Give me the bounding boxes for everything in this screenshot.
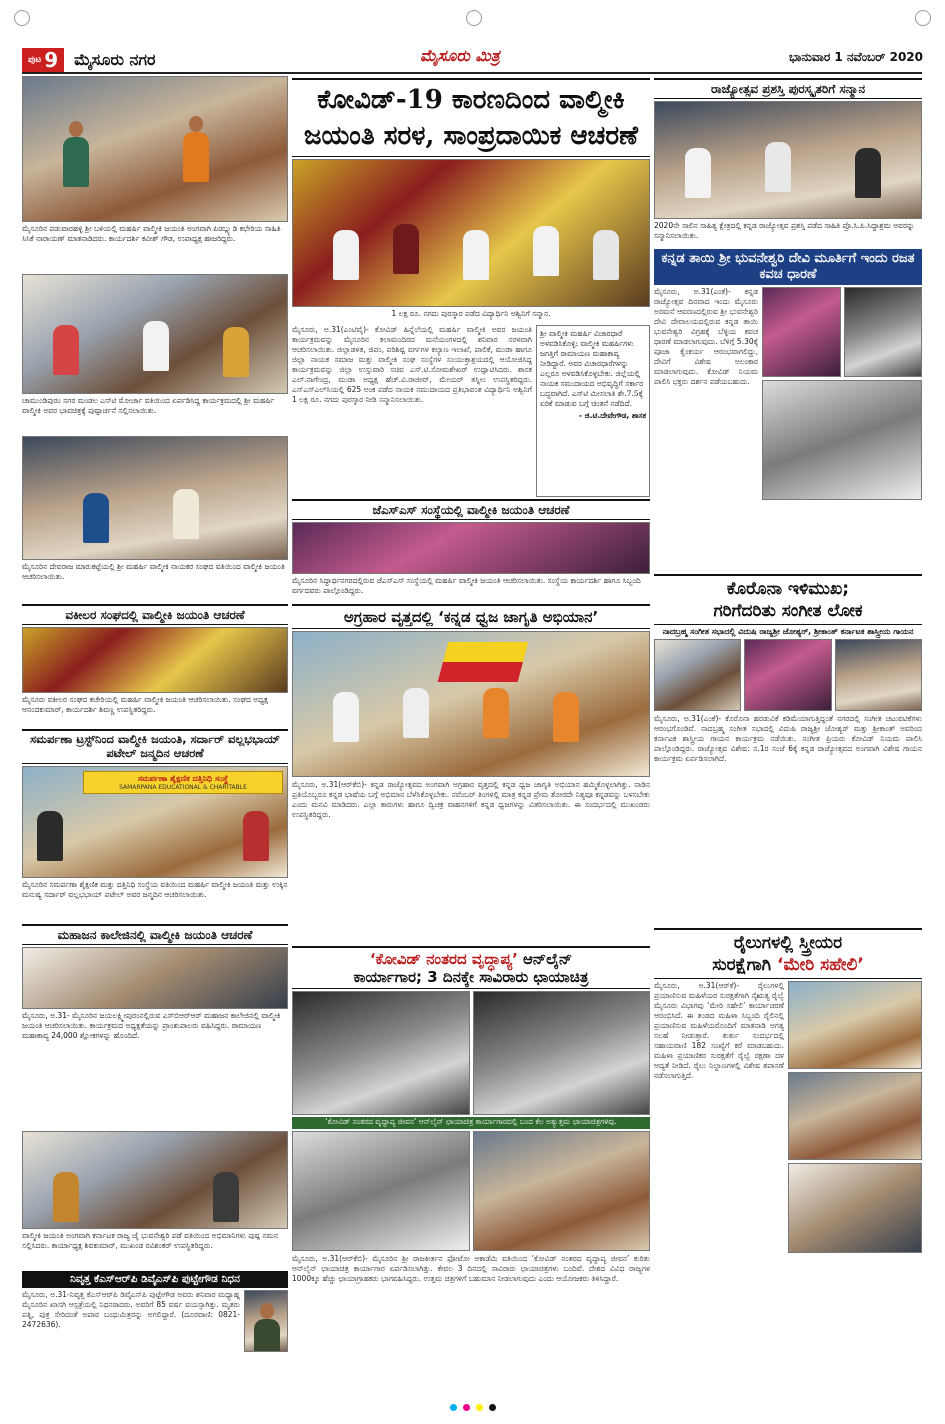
- photo-mahajana: [22, 947, 288, 1009]
- vruddhapya-story: ಮೈಸೂರು, ಅ.31(ಆರ್‌ಕೆಬಿ)- ಮೈಸೂರಿನ ಶ್ರೀ ರಾಜಕೀರ್ತನ ಫೋಟೋ ಅಕಾಡೆಮಿ ವತಿಯಿಂದ ‘ಕೋವಿಡ್ ನಂತರದ ವೃದ್ಧಾಪ್ಯ ಜೀವನ’ ಕುರಿತು ಆನ್‌ಲೈನ್ ಛಾಯಾಚಿತ್ರ ಕಾರ್ಯಾಗಾರ ಏರ್ಪಡಿಸಲಾಗಿತ್ತು. ಕೇವಲ 3 ದಿನದಲ್ಲಿ ಸಾವಿರಾರು ಛಾಯಾಚಿತ್ರಗಳು ಬಂದಿವೆ. ದೇಶದ ವಿವಿಧ ರಾಜ್ಯಗಳ 1000ಕ್ಕೂ ಹೆಚ್ಚು ಛಾಯಾಗ್ರಾಹಕರು ಭಾಗವಹಿಸಿದ್ದರು. ಉತ್ತಮ ಚಿತ್ರಗಳಿಗೆ ಬಹುಮಾನ ನೀಡಲಾಗುವುದು ಎಂದು ಆಯೋಜಕರು ತಿಳಿಸಿದ್ದಾರೆ.: [292, 1254, 650, 1284]
- middle-column: [292, 76, 650, 1348]
- headline-lawyers: ವಕೀಲರ ಸಂಘದಲ್ಲಿ ವಾಲ್ಮೀಕಿ ಜಯಂತಿ ಆಚರಣೆ: [22, 604, 288, 625]
- right-column: [654, 76, 922, 1255]
- photo-decorated-ox: [292, 1131, 470, 1251]
- registration-mark: [14, 10, 30, 26]
- rail-block: [654, 981, 922, 1255]
- headline-corona-music: ಕೊರೊನಾ ಇಳಿಮುಖ; ಗರಿಗೆದರಿತು ಸಂಗೀತ ಲೋಕ: [654, 574, 922, 625]
- photo-jai-bhuvaneshwari: [22, 1131, 288, 1229]
- photo-singer-male: [654, 639, 741, 711]
- main-story-block: [292, 325, 650, 497]
- photo-elder-woman: [473, 991, 651, 1115]
- left-column: [22, 76, 288, 1358]
- obituary-block: [22, 1290, 288, 1358]
- photo-jss: [292, 522, 650, 574]
- dateline: ಭಾನುವಾರ 1 ನವೆಂಬರ್ 2020: [788, 50, 923, 64]
- photo-agrahara: [292, 631, 650, 777]
- photo-padavarahalli: [22, 76, 288, 222]
- photo-buffalo: [292, 991, 470, 1115]
- page-number: 9: [44, 48, 59, 72]
- headline-meri-saheli: ರೈಲುಗಳಲ್ಲಿ ಸ್ತ್ರೀಯರ ಸುರಕ್ಷೆಗಾಗಿ ‘ಮೇರಿ ಸಹೇಲಿ’: [654, 928, 922, 979]
- color-registration-dots: [0, 1404, 945, 1414]
- photo-samarpana: [22, 766, 288, 878]
- header-rule: [22, 72, 922, 74]
- photo-elder-portrait: [473, 1131, 651, 1251]
- headline-vruddhapya: ‘ಕೋವಿಡ್ ನಂತರದ ವೃದ್ಧಾಪ್ಯ’ ಆನ್‌ಲೈನ್ ಕಾರ್ಯಾಗಾರ; 3 ದಿನಕ್ಕೇ ಸಾವಿರಾರು ಛಾಯಾಚಿತ್ರ: [292, 946, 650, 989]
- caption-jss: ಮೈಸೂರಿನ ಸಿದ್ಧಾರ್ಥನಗರದಲ್ಲಿರುವ ಜೆಎಸ್‌ಎಸ್ ಸಂಸ್ಥೆಯಲ್ಲಿ ಮಹರ್ಷಿ ವಾಲ್ಮೀಕಿ ಜಯಂತಿ ಆಚರಿಸಲಾಯಿತು. ಸಂಸ್ಥೆಯ ಕಾರ್ಯದರ್ಶಿ ಹಾಗೂ ಸಿಬ್ಬಂದಿ ವರ್ಗದವರು ಪಾಲ್ಗೊಂಡಿದ್ದರು.: [292, 576, 641, 596]
- photo-chamundipuram: [22, 274, 288, 394]
- registration-mark: [466, 10, 482, 26]
- corona-music-story: ಮೈಸೂರು, ಅ.31(ಎಂಕೆ)- ಕೊರೊನಾ ಹರಡುವಿಕೆ ಕಡಿಮೆಯಾಗುತ್ತಿದ್ದಂತೆ ನಗರದಲ್ಲಿ ಸಂಗೀತ ಚಟುವಟಿಕೆಗಳು ಆರಂಭಗೊಂಡಿವೆ. ನಾದಬ್ರಹ್ಮ ಸಂಗೀತ ಸಭಾದಲ್ಲಿ ವಿದುಷಿ ರಾಜ್ಯಶ್ರೀ ಜೋಶ್ಯರ್ ಮತ್ತು ಶ್ರೀಕಾಂತ್ ಅವರಿಂದ ಕರ್ನಾಟಕ ಶಾಸ್ತ್ರೀಯ ಗಾಯನ ಕಾರ್ಯಕ್ರಮ ನಡೆಯಿತು. ಸಂಗೀತ ಪ್ರಿಯರು ಕೋವಿಡ್ ನಿಯಮ ಪಾಲಿಸಿ ಪಾಲ್ಗೊಂಡಿದ್ದರು. ರಾಜ್ಯೋತ್ಸವ ವಿಶೇಷ: ನ.1ರ ಸಂಜೆ 6ಕ್ಕೆ ಕನ್ನಡ ರಾಜ್ಯೋತ್ಸವದ ಅಂಗವಾಗಿ ವಿಶೇಷ ಗಾಯನ ಕಾರ್ಯಕ್ರಮ ಏರ್ಪಡಿಸಲಾಗಿದೆ.: [654, 713, 922, 763]
- kannada-flag: [438, 642, 529, 682]
- photo-rpf-officer: [788, 1072, 922, 1160]
- subheadline-corona-music: ನಾದಬ್ರಹ್ಮ ಸಂಗೀತ ಸಭಾದಲ್ಲಿ ವಿದುಷಿ ರಾಜ್ಯಶ್ರೀ ಜೋಶ್ಯರ್, ಶ್ರೀಕಾಂತ್ ಕರ್ನಾಟಕ ಶಾಸ್ತ್ರೀಯ ಗಾಯನ: [662, 626, 914, 636]
- headline-agrahara: ಅಗ್ರಹಾರ ವೃತ್ತದಲ್ಲಿ ‘ಕನ್ನಡ ಧ್ವಜ ಜಾಗೃತಿ ಅಭಿಯಾನ’: [292, 604, 650, 629]
- sidebar-signature: - ಜಿ.ಟಿ.ದೇವೇಗೌಡ, ಶಾಸಕ: [578, 411, 646, 420]
- obituary-text: ಮೈಸೂರು, ಅ.31-ನಿವೃತ್ತ ಕೆಎಸ್‌ಆರ್‌ಪಿ ಡಿವೈಎಸ್‌ಪಿ ಪುಟ್ಟೇಗೌಡ ಅವರು ಶನಿವಾರ ಮಧ್ಯಾಹ್ನ ಮೈಸೂರಿನ ಖಾಸಗಿ ಆಸ್ಪತ್ರೆಯಲ್ಲಿ ನಿಧನರಾದರು. ಅವರಿಗೆ 85 ವರ್ಷ ವಯಸ್ಸಾಗಿತ್ತು. ಮೃತರು ಪತ್ನಿ, ಪುತ್ರ ಸೇರಿದಂತೆ ಅಪಾರ ಬಂಧುಮಿತ್ರರನ್ನು ಅಗಲಿದ್ದಾರೆ. (ದೂರವಾಣಿ: 0821-2472636).: [22, 1289, 240, 1329]
- headline-award: ರಾಜ್ಯೋತ್ಸವ ಪ್ರಶಸ್ತಿ ಪುರಸ್ಕೃತರಿಗೆ ಸನ್ಮಾನ: [654, 78, 922, 99]
- vruddhapya-photos-row1: [292, 991, 650, 1115]
- headline-obituary: ನಿವೃತ್ತ ಕೆಎಸ್‌ಆರ್‌ಪಿ ಡಿವೈಎಸ್‌ಪಿ ಪುಟ್ಟೇಗೌಡ ನಿಧನ: [22, 1271, 288, 1288]
- photo-award: [654, 101, 922, 219]
- caption-jai-bhuvaneshwari: ವಾಲ್ಮೀಕಿ ಜಯಂತಿ ಅಂಗವಾಗಿ ಕರ್ನಾಟಕ ರಾಜ್ಯ ಜೈ ಭುವನೇಶ್ವರಿ ಪಡೆ ವತಿಯಿಂದ ಅಭಿಮಾನಿಗಳು ಪುಷ್ಪ ನಮನ ಸಲ್ಲಿಸಿದರು. ಕಾರ್ಯಾಧ್ಯಕ್ಷ ಶಿವಕುಮಾರ್, ಮುಖಂಡ ರವಿಶಂಕರ್ ಉಪಸ್ಥಿತರಿದ್ದರು.: [22, 1231, 279, 1251]
- headline-main: ಕೋವಿಡ್-19 ಕಾರಣದಿಂದ ವಾಲ್ಮೀಕಿ ಜಯಂತಿ ಸರಳ, ಸಾಂಪ್ರದಾಯಿಕ ಆಚರಣೆ: [292, 78, 650, 157]
- photo-train-coach: [788, 981, 922, 1069]
- caption-devaraja-market: ಮೈಸೂರಿನ ದೇವರಾಜ ಮಾರುಕಟ್ಟೆಯಲ್ಲಿ ಶ್ರೀ ಮಹರ್ಷಿ ವಾಲ್ಮೀಕಿ ನಾಯಕರ ಸಂಘದ ವತಿಯಿಂದ ವಾಲ್ಮೀಕಿ ಜಯಂತಿ ಆಚರಿಸಲಾಯಿತು.: [22, 562, 285, 581]
- photo-lawyers: [22, 627, 288, 693]
- caption-samarpana: ಮೈಸೂರಿನ ಸಮರ್ಪಣಾ ಶೈಕ್ಷಣಿಕ ಮತ್ತು ದತ್ತಿನಿಧಿ ಸಂಸ್ಥೆಯ ವತಿಯಿಂದ ಮಹರ್ಷಿ ವಾಲ್ಮೀಕಿ ಜಯಂತಿ ಮತ್ತು ಉಕ್ಕಿನ ಮನುಷ್ಯ ಸರ್ದಾರ್ ವಲ್ಲಭಭಾಯ್ ಪಟೇಲ್ ಅವರ ಜನ್ಮದಿನ ಆಚರಿಸಲಾಯಿತು.: [22, 879, 288, 899]
- quote-sidebar: [536, 325, 650, 497]
- page-word: ಪುಟ: [28, 55, 42, 65]
- vruddhapya-photos-row2: [292, 1131, 650, 1251]
- photo-women-passengers: [788, 1163, 922, 1253]
- samarpana-banner: ಸಮರ್ಪಣಾ ಶೈಕ್ಷಣಿಕ ದತ್ತಿನಿಧಿ ಸಂಸ್ಥೆ SAMARPANA EDUCATIONAL & CHARITABLE: [83, 771, 283, 794]
- kavacha-story-continued: [654, 512, 922, 572]
- caption-lawyers: ಮೈಸೂರು ವಕೀಲರ ಸಂಘದ ಕಚೇರಿಯಲ್ಲಿ ಮಹರ್ಷಿ ವಾಲ್ಮೀಕಿ ಜಯಂತಿ ಆಚರಿಸಲಾಯಿತು. ಸಂಘದ ಅಧ್ಯಕ್ಷ ಆನಂದಕುಮಾರ್, ಕಾರ್ಯದರ್ಶಿ ಶಿವಣ್ಣ ಉಪಸ್ಥಿತರಿದ್ದರು.: [22, 695, 269, 715]
- caption-main: 1 ಲಕ್ಷ ರೂ. ನಗದು ಪುರಸ್ಕಾರ ಪಡೆದ ವಿದ್ಯಾರ್ಥಿನಿ ಅಶ್ವಿನಿಗೆ ಸನ್ಮಾನ.: [391, 309, 551, 318]
- main-story-text: ಮೈಸೂರು, ಅ.31(ಎಂಟಿವೈ)- ಕೋವಿಡ್ ಹಿನ್ನೆಲೆಯಲ್ಲಿ ಮಹರ್ಷಿ ವಾಲ್ಮೀಕಿ ಅವರ ಜಯಂತಿ ಕಾರ್ಯಕ್ರಮವನ್ನು ಮೈಸೂರಿನ ಕಲಾಮಂದಿರದ ಮನೆಯಂಗಳದಲ್ಲಿ ಶನಿವಾರ ಸರಳವಾಗಿ ಆಚರಿಸಲಾಯಿತು. ಜಿಲ್ಲಾಡಳಿತ, ಜಿಪಂ, ಪರಿಶಿಷ್ಟ ವರ್ಗಗಳ ಕಲ್ಯಾಣ ಇಲಾಖೆ, ಪಾಲಿಕೆ, ಮುಡಾ ಹಾಗೂ ಜಿಲ್ಲಾ ನಾಯಕ ಸಮಾಜ ಮತ್ತು ವಾಲ್ಮೀಕಿ ಸಂಘ ಸಂಸ್ಥೆಗಳ ಸಂಯುಕ್ತಾಶ್ರಯದಲ್ಲಿ ಆಯೋಜಿಸಿದ್ದ ಕಾರ್ಯಕ್ರಮವನ್ನು ಜಿಲ್ಲಾ ಉಸ್ತುವಾರಿ ಸಚಿವ ಎಸ್.ಟಿ.ಸೋಮಶೇಖರ್ ಉದ್ಘಾಟಿಸಿದರು. ಶಾಸಕ ಎಲ್.ನಾಗೇಂದ್ರ, ಮುಡಾ ಅಧ್ಯಕ್ಷ ಹೆಚ್.ವಿ.ರಾಜೀವ್, ಮೇಯರ್ ತಸ್ನೀಂ ಉಪಸ್ಥಿತರಿದ್ದರು. ಎಸ್‌ಎಸ್‌ಎಲ್‌ಸಿಯಲ್ಲಿ 625 ಅಂಕ ಪಡೆದ ನಾಯಕ ಸಮುದಾಯದ ಪ್ರತಿಭಾವಂತ ವಿದ್ಯಾರ್ಥಿನಿ ಅಶ್ವಿನಿಗೆ 1 ಲಕ್ಷ ರೂ. ನಗದು ಪುರಸ್ಕಾರ ನೀಡಿ ಸನ್ಮಾನಿಸಲಾಯಿತು.: [292, 325, 532, 404]
- photo-palace-gopura: [762, 380, 922, 500]
- caption-mahajana: ಮೈಸೂರು, ಅ.31- ಮೈಸೂರಿನ ಜಯಲಕ್ಷ್ಮೀಪುರಂನಲ್ಲಿರುವ ಎಸ್‌ಬಿಆರ್‌ಆರ್ ಮಹಾಜನ ಕಾಲೇಜಿನಲ್ಲಿ ವಾಲ್ಮೀಕಿ ಜಯಂತಿ ಆಚರಿಸಲಾಯಿತು. ಕಾರ್ಯಕ್ರಮದ ಅಧ್ಯಕ್ಷತೆಯನ್ನು ಪ್ರಾಂಶುಪಾಲರು ವಹಿಸಿದ್ದರು. ರಾಮಾಯಣ ಮಹಾಕಾವ್ಯ 24,000 ಶ್ಲೋಕಗಳನ್ನು ಹೊಂದಿದೆ.: [22, 1011, 281, 1041]
- headline-mahajana: ಮಹಾಜನ ಕಾಲೇಜಿನಲ್ಲಿ ವಾಲ್ಮೀಕಿ ಜಯಂತಿ ಆಚರಣೆ: [22, 924, 288, 945]
- masthead-logo: ಮೈಸೂರು ಮಿತ್ರ: [420, 46, 500, 65]
- headline-samarpana: ಸಮರ್ಪಣಾ ಟ್ರಸ್ಟ್‌ನಿಂದ ವಾಲ್ಮೀಕಿ ಜಯಂತಿ, ಸರ್ದಾರ್ ವಲ್ಲಭಭಾಯ್ ಪಟೇಲ್ ಜನ್ಮದಿನ ಆಚರಣೆ: [22, 729, 288, 764]
- section-name: ಮೈಸೂರು ನಗರ: [74, 50, 156, 69]
- meri-saheli-story: ಮೈಸೂರು, ಅ.31(ಆರ್‌ಕೆ)- ರೈಲುಗಳಲ್ಲಿ ಪ್ರಯಾಣಿಸುವ ಮಹಿಳೆಯರ ಸುರಕ್ಷತೆಗಾಗಿ ನೈಋತ್ಯ ರೈಲ್ವೆ ಮೈಸೂರು ವಿಭಾಗವು ‘ಮೇರಿ ಸಹೇಲಿ’ ಕಾರ್ಯಾಚರಣೆ ಆರಂಭಿಸಿದೆ. ಈ ತಂಡದ ಮಹಿಳಾ ಸಿಬ್ಬಂದಿ ರೈಲಿನಲ್ಲಿ ಪ್ರಯಾಣಿಸುವ ಮಹಿಳೆಯರೊಂದಿಗೆ ಮಾತನಾಡಿ ಅಗತ್ಯ ಸಲಹೆ ನೀಡುತ್ತಾರೆ. ತುರ್ತು ಸಂದರ್ಭದಲ್ಲಿ ಸಹಾಯವಾಣಿ 182 ಸಂಖ್ಯೆಗೆ ಕರೆ ಮಾಡಬಹುದು. ಮಹಿಳಾ ಪ್ರಯಾಣಿಕರ ಸುರಕ್ಷತೆಗೆ ರೈಲ್ವೆ ರಕ್ಷಣಾ ದಳ ಆದ್ಯತೆ ನೀಡಿದೆ. ರೈಲು ನಿಲ್ದಾಣಗಳಲ್ಲಿ ವಿಶೇಷ ತಪಾಸಣೆ ನಡೆಸಲಾಗುತ್ತಿದೆ.: [654, 980, 784, 1080]
- photo-valmiki-main: [292, 159, 650, 307]
- caption-padavarahalli: ಮೈಸೂರಿನ ಪಡುವಾರಹಳ್ಳಿ ಶ್ರೀ ಬಳಿಯಲ್ಲಿ ಮಹರ್ಷಿ ವಾಲ್ಮೀಕಿ ಜಯಂತಿ ಅಂಗವಾಗಿ ಪಿಡಬ್ಲ್ಯುಡಿ ಕಛೇರಿಯ ಸಾಹಿತಿ ಸಿಸಿಕೆ ನಾರಾಯಣ್ ಮಾತನಾಡಿದರು. ಕಾರ್ಯದರ್ಶಿ ಕವೀಶ್ ಗೌಡ, ಉಪಾಧ್ಯಕ್ಷ ಹಾಜರಿದ್ದರು.: [22, 224, 281, 243]
- kavacha-story: ಮೈಸೂರು, ಅ.31(ಎಂಕೆ)- ಕನ್ನಡ ರಾಜ್ಯೋತ್ಸವ ದಿನವಾದ ಇಂದು ಮೈಸೂರು ಅರಮನೆ ಆವರಣದಲ್ಲಿರುವ ಶ್ರೀ ಭುವನೇಶ್ವರಿ ದೇವಿ ದೇವಾಲಯದಲ್ಲಿರುವ ಕನ್ನಡ ತಾಯಿ ಭುವನೇಶ್ವರಿ ವಿಗ್ರಹಕ್ಕೆ ಬೆಳ್ಳಿಯ ಕವಚ ಧಾರಣೆ ಮಾಡಲಾಗುವುದು. ಬೆಳಿಗ್ಗೆ 5.30ಕ್ಕೆ ಪೂಜಾ ಕೈಂಕರ್ಯ ಆರಂಭವಾಗಲಿದ್ದು, ದೇವಿಗೆ ವಿಶೇಷ ಅಲಂಕಾರ ಮಾಡಲಾಗುವುದು. ಕೋವಿಡ್ ನಿಯಮ ಪಾಲಿಸಿ ಭಕ್ತರು ದರ್ಶನ ಪಡೆಯಬಹುದು.: [654, 286, 758, 386]
- obituary-portrait: [244, 1290, 288, 1352]
- caption-award: 2020ನೇ ಸಾಲಿನ ಸಾಹಿತ್ಯ ಕ್ಷೇತ್ರದಲ್ಲಿ ಕನ್ನಡ ರಾಜ್ಯೋತ್ಸವ ಪ್ರಶಸ್ತಿ ಪಡೆದ ಸಾಹಿತಿ ಪ್ರೊ.ಸಿ.ಪಿ.ಸಿದ್ದಾಶ್ರಮ ಅವರನ್ನು ಸನ್ಮಾನಿಸಲಾಯಿತು.: [654, 221, 915, 241]
- photo-devaraja-market: [22, 436, 288, 560]
- kavacha-block: [654, 287, 922, 509]
- sidebar-text: ಶ್ರೀ ವಾಲ್ಮೀಕಿ ಮಹರ್ಷಿ ವಿಚಾರಧಾರೆ ಅಳವಡಿಸಿಕೊಳ್ಳಿ: ವಾಲ್ಮೀಕಿ ಮಹರ್ಷಿಗಳು ಜಗತ್ತಿಗೆ ರಾಮಾಯಣ ಮಹಾಕಾವ್ಯ ನೀಡಿದ್ದಾರೆ. ಅವರ ವಿಚಾರಧಾರೆಗಳನ್ನು ಎಲ್ಲರೂ ಅಳವಡಿಸಿಕೊಳ್ಳಬೇಕು. ಜಿಲ್ಲೆಯಲ್ಲಿ ನಾಯಕ ಸಮುದಾಯದ ಅಭಿವೃದ್ಧಿಗೆ ಸರ್ಕಾರ ಬದ್ಧವಾಗಿದೆ. ಎಸ್‌ಟಿ ಮೀಸಲಾತಿ ಶೇ.7.5ಕ್ಕೆ ಏರಿಕೆ ಮಾಡುವ ಬಗ್ಗೆ ಚಿಂತನೆ ನಡೆದಿದೆ.: [540, 329, 644, 408]
- caption-vruddhapya: ‘ಕೋವಿಡ್ ನಂತರದ ವೃದ್ಧಾಪ್ಯ ಜೀವನ’ ಆನ್‌ಲೈನ್ ಛಾಯಾಚಿತ್ರ ಕಾರ್ಯಾಗಾರದಲ್ಲಿ ಬಂದ ಕೆಲ ಅತ್ಯುತ್ತಮ ಛಾಯಾಚಿತ್ರಗಳಿವು.: [292, 1117, 650, 1129]
- photo-singer-female: [744, 639, 831, 711]
- page-number-badge: [22, 48, 64, 72]
- music-photos: [654, 639, 922, 711]
- headline-kavacha: ಕನ್ನಡ ತಾಯಿ ಶ್ರೀ ಭುವನೇಶ್ವರಿ ದೇವಿ ಮೂರ್ತಿಗೆ ಇಂದು ರಜತ ಕವಚ ಧಾರಣೆ: [654, 249, 922, 284]
- photo-bhuvaneshwari-idol: [762, 287, 841, 377]
- caption-chamundipuram: ಚಾಮುಂಡಿಪುರಂ ನಗರ ಮಂಡಲ ಎಸ್‌ಟಿ ಮೋರ್ಚಾ ವತಿಯಿಂದ ಏರ್ಪಡಿಸಿದ್ದ ಕಾರ್ಯಕ್ರಮದಲ್ಲಿ ಶ್ರೀ ಮಹರ್ಷಿ ವಾಲ್ಮೀಕಿ ಅವರ ಭಾವಚಿತ್ರಕ್ಕೆ ಪುಷ್ಪಾರ್ಚನೆ ಸಲ್ಲಿಸಲಾಯಿತು.: [22, 396, 275, 415]
- photo-audience: [835, 639, 922, 711]
- registration-mark: [915, 10, 931, 26]
- headline-jss: ಜೆಎಸ್‌ಎಸ್ ಸಂಸ್ಥೆಯಲ್ಲಿ ವಾಲ್ಮೀಕಿ ಜಯಂತಿ ಆಚರಣೆ: [292, 499, 650, 520]
- agrahara-story: ಮೈಸೂರು, ಅ.31(ಆರ್‌ಕೆಬಿ)- ಕನ್ನಡ ರಾಜ್ಯೋತ್ಸವದ ಅಂಗವಾಗಿ ಅಗ್ರಹಾರ ವೃತ್ತದಲ್ಲಿ ಕನ್ನಡ ಧ್ವಜ ಜಾಗೃತಿ ಅಭಿಯಾನ ಹಮ್ಮಿಕೊಳ್ಳಲಾಗಿತ್ತು. ನಾಡಿನ ಪ್ರತಿಯೊಬ್ಬರೂ ಕನ್ನಡ ಭಾಷೆಯ ಬಗ್ಗೆ ಅಭಿಮಾನ ಬೆಳೆಸಿಕೊಳ್ಳಬೇಕು. ನವೆಂಬರ್ ತಿಂಗಳಲ್ಲಿ ಮಾತ್ರ ಕನ್ನಡ ಪ್ರೇಮ ತೋರದೇ ನಿತ್ಯವೂ ಕನ್ನಡವನ್ನು ಬಳಸಬೇಕು ಎಂದು ಮನವಿ ಮಾಡಿದರು. ಎಲ್ಲಾ ಕಾರುಗಳು ಹಾಗೂ ದ್ವಿಚಕ್ರ ವಾಹನಗಳಿಗೆ ಕನ್ನಡ ಧ್ವಜಗಳನ್ನು ವಿತರಿಸಲಾಯಿತು. ಈ ಸಂದರ್ಭದಲ್ಲಿ ಮುಖಂಡರು ಉಪಸ್ಥಿತರಿದ್ದರು.: [292, 780, 650, 820]
- photo-silver-kavacha: [844, 287, 923, 377]
